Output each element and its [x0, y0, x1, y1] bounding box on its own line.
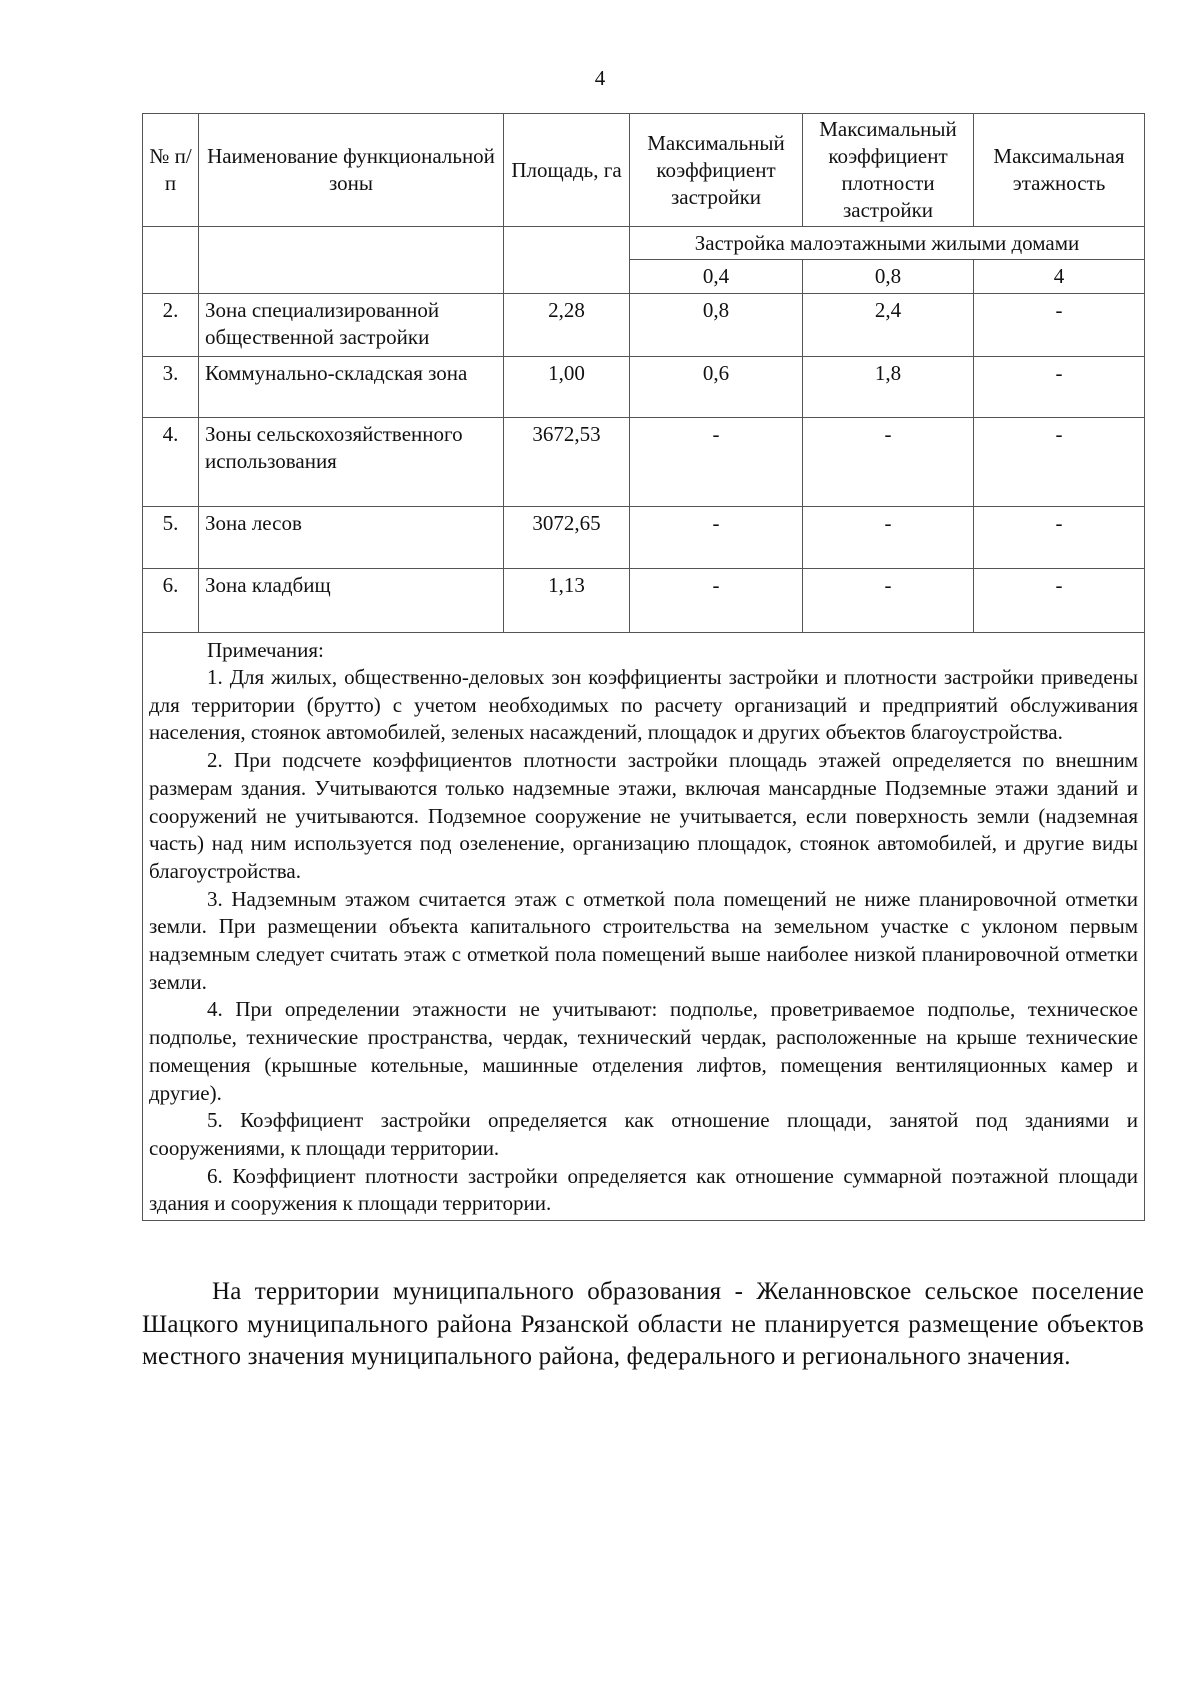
- empty-cell: [504, 227, 630, 294]
- row-coef: -: [630, 507, 803, 569]
- note-item: 4. При определении этажности не учитывают: подполье, проветриваемое подполье, техническое подполье, технические пространства, чердак, технический чердак, расположенные на крыше технические помещения (крышные котельные, машинные отделения лифтов, помещения вентиляционных камер и другие).: [149, 997, 1138, 1105]
- row-area: 3072,65: [504, 507, 630, 569]
- empty-cell: [143, 227, 199, 294]
- row-density: -: [803, 418, 974, 507]
- subheader-label: Застройка малоэтажными жилыми домами: [630, 227, 1145, 260]
- header-max-coef: Максимальный коэффициент застройки: [630, 114, 803, 227]
- row-area: 3672,53: [504, 418, 630, 507]
- note-item: 5. Коэффициент застройки определяется как отношение площади, занятой под зданиями и сооружениями, к площади территории.: [149, 1108, 1138, 1160]
- row-floors: -: [974, 507, 1145, 569]
- row-num: 3.: [143, 357, 199, 418]
- closing-paragraph: На территории муниципального образования - Желанновское сельское поселение Шацкого муниципального района Рязанской области не планируется размещение объектов местного значения муниципального района, федерального и регионального значения.: [142, 1278, 1144, 1370]
- row-area: 1,00: [504, 357, 630, 418]
- note-item: 2. При подсчете коэффициентов плотности застройки площадь этажей определяется по внешним размерам здания. Учитываются только надземные этажи, включая мансардные Подземные этажи зданий и сооружений не учитываются. Подземное сооружение не учитывается, если поверхность земли (надземная часть) над ним используется под озеленение, организацию площадок, стоянок автомобилей, и другие виды благоустройства.: [149, 748, 1138, 883]
- note-item: 3. Надземным этажом считается этаж с отметкой пола помещений не ниже планировочной отметки земли. При размещении объекта капитального строительства на земельном участке с уклоном первым надземным следует считать этаж с отметкой пола помещений выше наиболее низкой планировочной отметки земли.: [149, 886, 1138, 994]
- notes-row: [143, 633, 1145, 1221]
- row-density: -: [803, 507, 974, 569]
- table-subheader-row: [143, 227, 1145, 260]
- header-num: № п/п: [143, 114, 199, 227]
- row-name: Зона лесов: [199, 507, 504, 569]
- row-area: 2,28: [504, 294, 630, 357]
- row-name: Зона специализированной общественной застройки: [199, 294, 504, 357]
- row-num: 6.: [143, 569, 199, 633]
- table-row: [143, 294, 1145, 357]
- table-row: [143, 357, 1145, 418]
- empty-cell: [199, 227, 504, 294]
- row-num: 2.: [143, 294, 199, 357]
- zones-table: [142, 113, 1145, 1221]
- note-item: 6. Коэффициент плотности застройки определяется как отношение суммарной поэтажной площади здания и сооружения к площади территории.: [149, 1163, 1138, 1216]
- table-header-row: [143, 114, 1145, 227]
- row-coef: 0,6: [630, 357, 803, 418]
- row-coef: -: [630, 418, 803, 507]
- row-density: -: [803, 569, 974, 633]
- row-name: Зона кладбищ: [199, 569, 504, 633]
- row-num: 5.: [143, 507, 199, 569]
- notes-title: Примечания:: [207, 638, 324, 662]
- row-area: 1,13: [504, 569, 630, 633]
- note-item: 1. Для жилых, общественно-деловых зон коэффициенты застройки и плотности застройки приведены для территории (брутто) с учетом необходимых по расчету организаций и предприятий обслуживания населения, стоянок автомобилей, зеленых насаждений, площадок и других объектов благоустройства.: [149, 665, 1138, 745]
- table-row: [143, 569, 1145, 633]
- table-row: [143, 507, 1145, 569]
- header-name: Наименование функциональной зоны: [199, 114, 504, 227]
- row-coef: -: [630, 569, 803, 633]
- row-name: Зоны сельскохозяйственного использования: [199, 418, 504, 507]
- row-density: 2,4: [803, 294, 974, 357]
- subheader-coef: 0,4: [630, 260, 803, 294]
- notes-cell: [143, 633, 1145, 1221]
- page-number: 4: [594, 66, 606, 90]
- row-name: Коммунально-складская зона: [199, 357, 504, 418]
- row-floors: -: [974, 569, 1145, 633]
- subheader-floors: 4: [974, 260, 1145, 294]
- subheader-density: 0,8: [803, 260, 974, 294]
- row-coef: 0,8: [630, 294, 803, 357]
- row-floors: -: [974, 418, 1145, 507]
- row-density: 1,8: [803, 357, 974, 418]
- header-max-floors: Максимальная этажность: [974, 114, 1145, 227]
- table-row: [143, 418, 1145, 507]
- row-floors: -: [974, 357, 1145, 418]
- header-area: Площадь, га: [504, 114, 630, 227]
- header-max-density: Максимальный коэффициент плотности застройки: [803, 114, 974, 227]
- row-floors: -: [974, 294, 1145, 357]
- row-num: 4.: [143, 418, 199, 507]
